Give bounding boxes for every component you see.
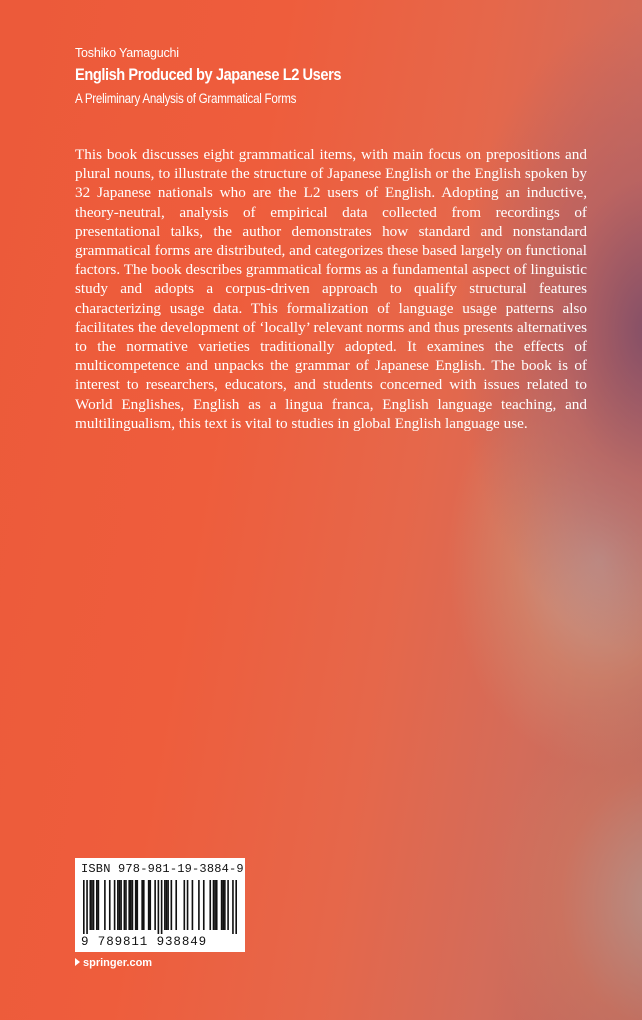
barcode-bar [213,880,215,930]
barcode-bar [125,880,127,930]
barcode-bar [192,880,194,930]
author-name: Toshiko Yamaguchi [75,46,179,60]
barcode-bar [184,880,186,930]
barcode-bar [83,880,85,934]
barcode-bar [104,880,106,930]
barcode-bar [128,880,130,930]
barcode-bar [187,880,189,930]
barcode-bar [154,880,156,930]
barcode-bar [221,880,223,930]
arrow-right-icon [75,958,80,966]
barcode-bar [148,880,150,930]
barcode-bar [98,880,100,930]
barcode-bar [149,880,151,930]
barcode-bar [167,880,169,930]
barcode-bar [171,880,173,930]
barcode-bar [214,880,216,930]
publisher-link[interactable] [75,957,152,969]
ean-digits: 9 789811 938849 [81,935,208,949]
barcode-bar [91,880,93,930]
barcode-bar [198,880,200,930]
book-title: English Produced by Japanese L2 Users [75,65,342,84]
book-description: This book discusses eight grammatical items, with main focus on prepositions and plural nouns, to illustrate the structure of Japanese English or the English spoken by 32 Japanese nationals who are the L2 users of English. Adopting an inductive, theory-neutral, analysis of empirical data collected from recordings of presentational talks, the author demonstrates how standard and nonstandard grammatical forms are distributed, and categorizes these based largely on functional factors. The book describes grammatical forms as a fundamental aspect of linguistic study and adopts a corpus-driven approach to qualify structural features characterizing usage data. This formalization of language usage patterns also facilitates the development of ‘locally’ relevant norms and thus presents alternatives to the normative varieties traditionally adopted. It examines the effects of multicompetence and unpacks the grammar of Japanese English. The book is of interest to researchers, educators, and students concerned with issues related to World Englishes, English as a lingua franca, English language teaching, and multilingualism, this text is vital to studies in global English language use. [75,146,587,432]
barcode-bar [117,880,119,930]
barcode-bar [96,880,98,930]
barcode-bar [114,880,116,930]
barcode-bar [166,880,168,930]
barcode-bar [222,880,224,930]
isbn-barcode-block [75,858,245,952]
barcode-bar [132,880,134,930]
barcode-bar [143,880,145,930]
barcode-bar [216,880,218,930]
barcode-bar [141,880,143,930]
barcode-bar [164,880,166,930]
barcode-bar [203,880,205,930]
barcode-bar [175,880,177,930]
barcode [83,880,237,934]
barcode-bar [235,880,237,934]
barcode-bar [135,880,137,930]
barcode-bar [93,880,95,930]
publisher-link-text: springer.com [83,957,153,969]
barcode-bar [119,880,121,930]
barcode-bar [232,880,234,934]
isbn-label: ISBN 978-981-19-3884-9 [81,862,244,876]
barcode-bar [161,880,163,934]
barcode-bar [158,880,160,934]
barcode-bar [124,880,126,930]
book-subtitle: A Preliminary Analysis of Grammatical Forms [75,91,297,106]
barcode-bar [89,880,91,930]
barcode-bar [130,880,132,930]
barcode-bar [136,880,138,930]
barcode-bar [109,880,111,930]
barcode-bar [209,880,211,930]
barcode-bar [224,880,226,930]
barcode-bar [227,880,229,930]
barcode-bar [120,880,122,930]
barcode-bar [86,880,88,934]
